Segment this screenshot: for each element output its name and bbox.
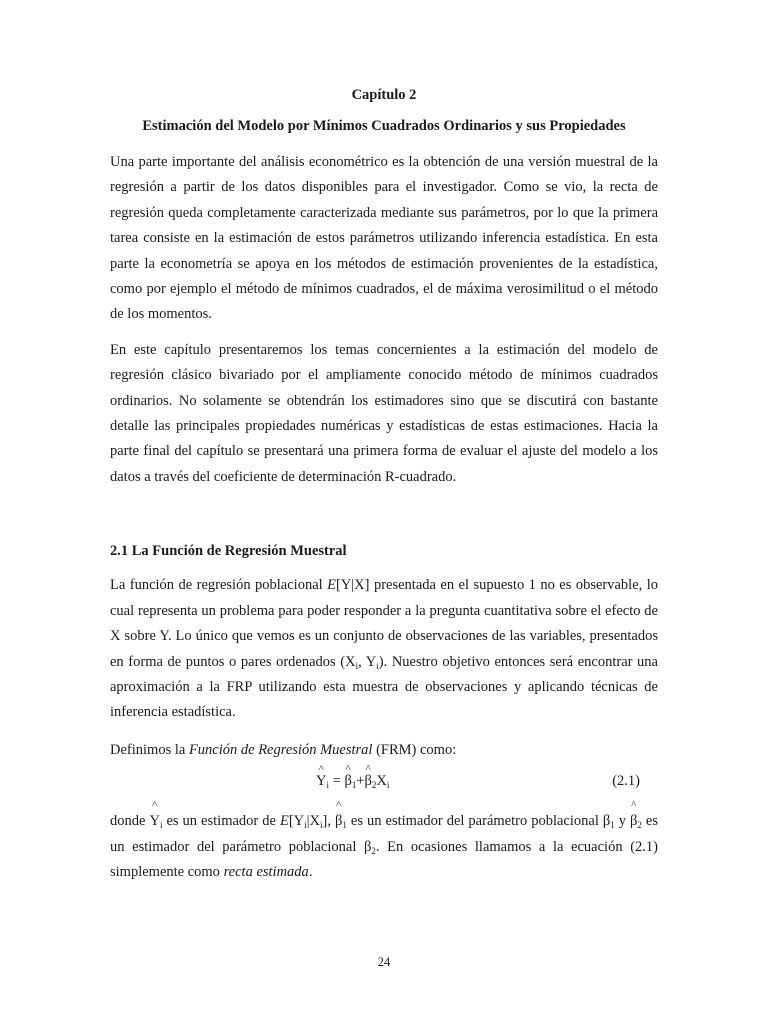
- text-run: ,: [327, 813, 336, 830]
- text-run: es un estimador del parámetro poblacional: [346, 813, 603, 830]
- chapter-title: Estimación del Modelo por Mínimos Cuadrados Ordinarios y sus Propiedades: [142, 118, 626, 134]
- equation-expression: ^ $Y_i$ = ^ $\beta_1+\^{}$ $\beta_2X_i$: [316, 773, 389, 790]
- math-beta1: $\beta_1$: [602, 813, 615, 831]
- intro-paragraph-1: Una parte importante del análisis econométrico es la obtención de una versión muestral de la regresión a partir de los datos disponibles para el investigador. Como se vio, la recta de regresión queda completamente caracterizada mediante sus parámetros, por lo que la primera tarea consiste en la estimación de estos parámetros utilizando inferencia estadística. En esta parte la econometría se apoya en los métodos de estimación provenientes de la estadística, como por ejemplo el método de mínimos cuadrados, el de máxima verosimilitud o el método de los momentos.: [110, 154, 658, 323]
- intro-paragraph-2: En este capítulo presentaremos los temas concernientes a la estimación del modelo de regresión clásico bivariado por el ampliamente conocido método de mínimos cuadrados ordinarios. No solamente se obtendrán los estimadores sino que se discutirá con bastante detalle las principales propiedades numéricas y estadísticas de estas estimaciones. Hacia la parte final del capítulo se presentará una primera forma de evaluar el ajuste del modelo a los datos a través del coeficiente de determinación R-cuadrado.: [110, 341, 658, 485]
- text-run: y: [614, 813, 631, 830]
- math-beta1-hat: ^ $\beta_1$: [335, 813, 347, 829]
- math-pair: ($X_i$, $Y_i$): [340, 653, 384, 671]
- text-run: . Nuestro objetivo entonces será encontrar una aproximación a la FRP utilizando esta muestra de observaciones y aplicando técnicas de inferencia estadística.: [110, 653, 658, 721]
- equation-2-1: [110, 769, 658, 797]
- math-beta2-hat: ^ $\beta_2$: [630, 813, 642, 829]
- text-run: (FRM) como:: [372, 741, 457, 758]
- text-run: es un estimador de: [162, 813, 280, 830]
- math-beta2: $\beta_2$: [363, 838, 376, 856]
- italic-term: Función de Regresión Muestral: [188, 741, 373, 758]
- definition-paragraph: [110, 738, 658, 763]
- math-expectation: E[Y|X]: [327, 577, 370, 594]
- text-run: presentada en el supuesto 1 no es observable, lo cual representa un problema para poder responder a la pregunta cuantitativa sobre el efecto de X sobre Y. Lo único que vemos es un conjunto de observaciones de las variables, presentados en forma de puntos o pares ordenados: [110, 577, 658, 670]
- page-content: [110, 86, 658, 885]
- section-paragraph-1: [110, 573, 658, 725]
- math-yhat: ^ $Y_i$: [149, 813, 162, 829]
- page-number: 24: [377, 955, 391, 969]
- italic-term: recta estimada: [223, 863, 309, 880]
- text-run: .: [308, 863, 313, 880]
- text-run: donde: [110, 813, 150, 830]
- equation-number: (2.1): [612, 773, 640, 790]
- chapter-label: Capítulo 2: [351, 87, 417, 103]
- text-run: es un estimador del parámetro poblacional: [110, 813, 659, 855]
- text-run: . En ocasiones llamamos a la ecuación (2.1) simplemente como: [110, 838, 659, 880]
- text-run: La función de regresión poblacional: [110, 577, 328, 594]
- section-heading: 2.1 La Función de Regresión Muestral: [110, 543, 347, 560]
- math-cond-expectation: $E[Y_i|X_i]$: [279, 813, 328, 831]
- closing-paragraph: [110, 809, 658, 885]
- text-run: Definimos la: [110, 741, 189, 758]
